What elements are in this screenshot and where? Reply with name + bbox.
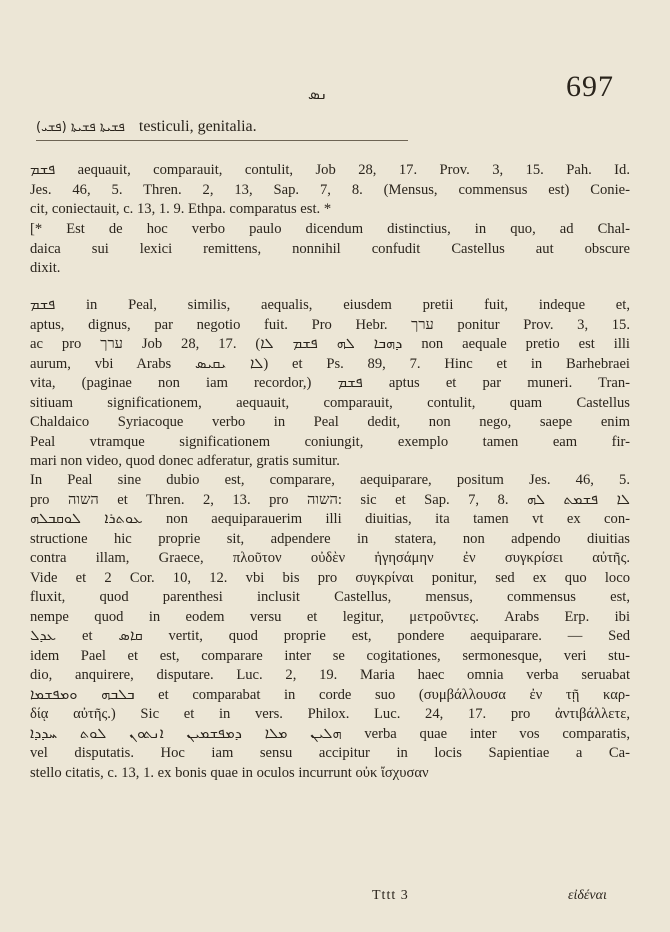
text-line: Vide et 2 Cor. 10, 12. vbi bis pro συγκρίναι ponitur, sed ex quo loco bbox=[30, 569, 630, 586]
text-line: aurum, vbi Arabs ܠܐ ܝܩܝܣ) et Ps. 89, 7. Hinc et in Barhebraei bbox=[30, 355, 630, 372]
signature-mark: Tttt 3 bbox=[372, 888, 409, 903]
text-line: ܦܫܡ aequauit, comparauit, contulit, Job 28, 17. Prov. 3, 15. Pah. Id. bbox=[30, 162, 630, 178]
text-line: ܒܠܒܗ ܘܡܦܫܡܐ et comparabat in corde suo (συμβάλλουσα ἐν τῇ καρ- bbox=[30, 686, 630, 703]
paragraph bbox=[30, 471, 630, 783]
text-line: vel disputatis. Hoc iam sensu accipitur in locis Sapientiae a Ca- bbox=[30, 745, 630, 761]
text-line: contra illam, Graece, πλοῦτον οὐδὲν ἡγησάμην ἐν συγκρίσει αὐτῆς. bbox=[30, 550, 630, 566]
text-line: In Peal sine dubio est, comparare, aequiparare, positum Jes. 46, 5. bbox=[30, 472, 630, 488]
text-line: Jes. 46, 5. Thren. 2, 13, Sap. 7, 8. (Mensus, commensus est) Conie- bbox=[30, 181, 630, 198]
text-line: Chaldaico Syriacoque verbo in Peal dedit, non nego, saepe enim bbox=[30, 414, 630, 430]
headword-gloss: testiculi, genitalia. bbox=[138, 118, 257, 135]
text-line: mari non video, quod donec adferatur, gratis sumitur. bbox=[30, 453, 340, 469]
text-line: dio, anquirere, disputare. Luc. 2, 19. Maria haec omnia verba seruabat bbox=[30, 667, 630, 683]
paragraph bbox=[30, 161, 630, 220]
text-line: stello citatis, c. 13, 1. ex bonis quae in oculos incurrunt οὐκ ἴσχυσαν bbox=[30, 764, 429, 781]
text-line: ܗܠܝܢ ܡܠܐ ܕܡܦܫܡܝܢ ܐܢܬܘܢ ܠܘܬ ܚܕܕܐ verba quae inter vos comparatis, bbox=[30, 725, 631, 742]
text-line: [* Est de hoc verbo paulo dicendum distinctius, in quo, ad Chal- bbox=[30, 221, 630, 237]
catchword: εἰδέναι bbox=[568, 888, 607, 903]
header-rule bbox=[36, 140, 408, 141]
text-line: pro השוה et Thren. 2, 13. pro השוה: sic et Sap. 7, 8. ܠܐ ܦܫܡܬ ܠܗ bbox=[30, 491, 631, 508]
headword-line bbox=[36, 118, 257, 136]
text-line: aptus, dignus, par negotio fuit. Pro Hebr. ערך ponitur Prov. 3, 15. bbox=[30, 316, 630, 333]
paragraph bbox=[30, 296, 630, 472]
text-line: ܥܘܬܪܐ ܠܘܩܒܠܗ non aequiparauerim illi diuitias, ita tamen vt ex con- bbox=[30, 511, 630, 527]
text-line: idem Pael et est, comparare inter se cogitationes, sermonesque, veri stu- bbox=[30, 647, 630, 664]
text-line: ܦܫܡ in Peal, similis, aequalis, eiusdem pretii fuit, indeque et, bbox=[30, 297, 630, 313]
paragraph bbox=[30, 220, 630, 279]
text-line: nempe quod in eodem versu et legitur, μετροῦντες. Arabs Erp. ibi bbox=[30, 608, 630, 625]
text-line: ܥܕܠ et ܩܐܣ vertit, quod proprie est, pondere aequiparare. — Sed bbox=[30, 628, 630, 644]
text-line: δίᾳ αὐτῆς.) Sic et in vers. Philox. Luc. 24, 17. pro ἀντιβάλλετε, bbox=[30, 706, 630, 722]
text-line: sitiuam significationem, aequauit, comparauit, contulit, quam Castellus bbox=[30, 394, 630, 411]
text-line: fluxit, quod parenthesi inclusit Castellus, mensus, commensus est, bbox=[30, 589, 630, 605]
text-line: cit, coniectauit, c. 13, 1. 9. Ethpa. comparatus est. * bbox=[30, 201, 332, 217]
page-number: 697 bbox=[566, 70, 614, 103]
text-line: vita, (paginae non iam recordor,) ܦܫܡ aptus et par muneri. Tran- bbox=[30, 375, 630, 391]
text-line: ac pro ערך Job 28, 17. (ܕܗܒܐ ܠܗ ܦܫܡ ܠܐ non aequale pretio est illi bbox=[30, 336, 630, 352]
text-line: structione hic proprie sit, adpendere in statera, non adpendo diuitias bbox=[30, 530, 630, 547]
text-line: daica sui lexici remittens, nonnihil confudit Castellus aut obscure bbox=[30, 240, 630, 257]
text-line: Peal vtramque significationem coniungit, exemplo tamen eam fir- bbox=[30, 433, 630, 450]
headword-syriac: (ܦܫܝ) ܦܫܝܬܐ ܦܫܝܬܐ bbox=[36, 120, 125, 135]
text-line: dixit. bbox=[30, 260, 61, 276]
running-head-mark: ܢܣ bbox=[308, 87, 328, 103]
